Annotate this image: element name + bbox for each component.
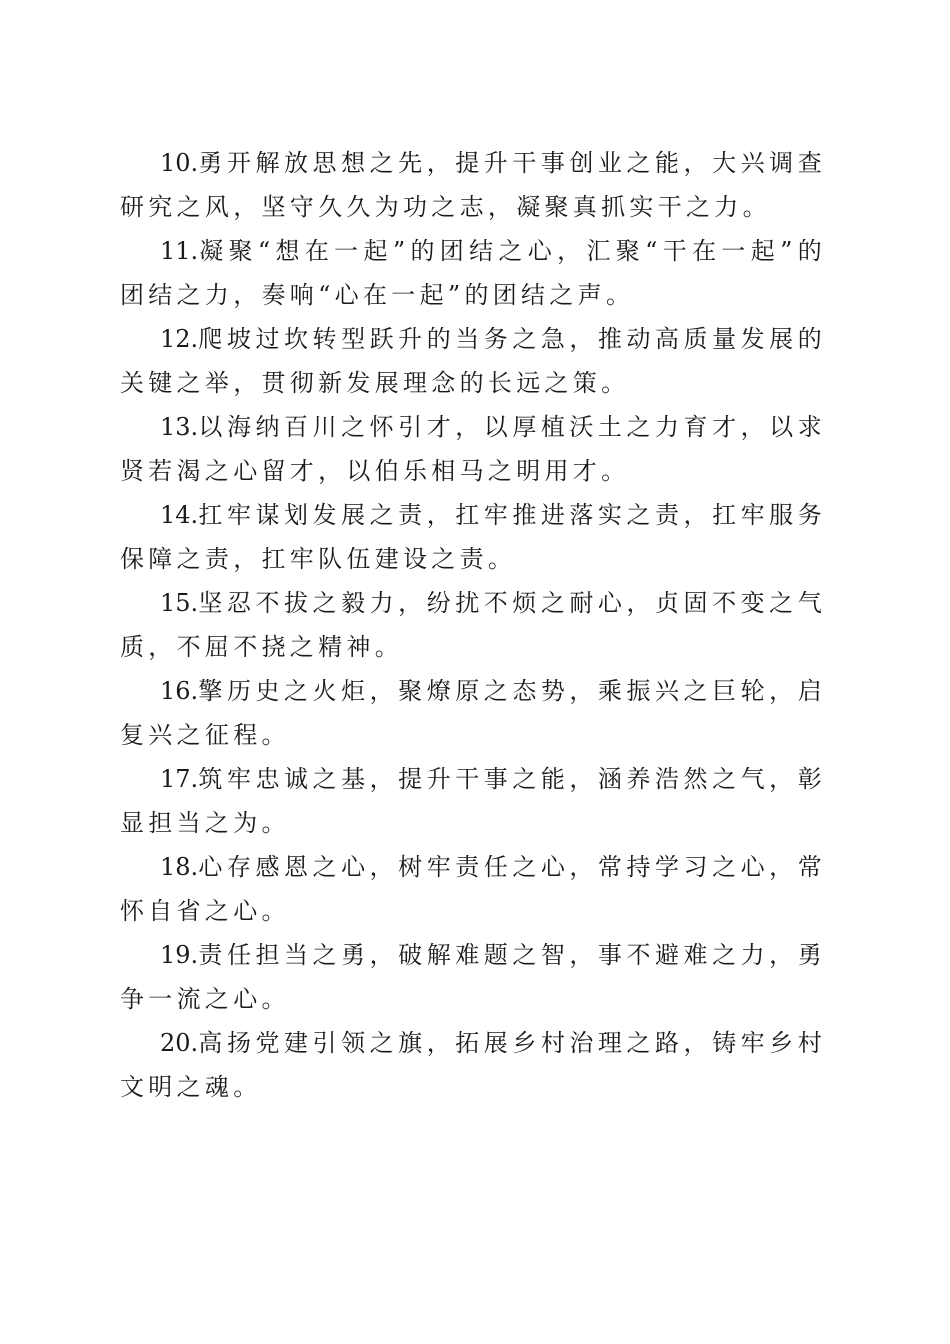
item-text: 坚忍不拔之毅力，纷扰不烦之耐心，贞固不变之气质，不屈不挠之精神。 xyxy=(120,589,826,661)
list-item xyxy=(120,141,826,229)
item-number: 14. xyxy=(160,501,199,529)
item-text: 筑牢忠诚之基，提升干事之能，涵养浩然之气，彰显担当之为。 xyxy=(120,765,826,837)
list-item xyxy=(120,757,826,845)
item-number: 12. xyxy=(160,325,199,353)
item-text: 凝聚“想在一起”的团结之心，汇聚“干在一起”的团结之力，奏响“心在一起”的团结之声。 xyxy=(120,237,826,309)
item-text: 责任担当之勇，破解难题之智，事不避难之力，勇争一流之心。 xyxy=(120,941,826,1013)
item-number: 20. xyxy=(160,1029,199,1057)
item-number: 13. xyxy=(160,413,199,441)
item-number: 11. xyxy=(160,237,199,265)
item-text: 扛牢谋划发展之责，扛牢推进落实之责，扛牢服务保障之责，扛牢队伍建设之责。 xyxy=(120,501,826,573)
item-text: 以海纳百川之怀引才，以厚植沃土之力育才，以求贤若渴之心留才，以伯乐相马之明用才。 xyxy=(120,413,826,485)
item-number: 16. xyxy=(160,677,199,705)
list-item xyxy=(120,317,826,405)
item-text: 心存感恩之心，树牢责任之心，常持学习之心，常怀自省之心。 xyxy=(120,853,826,925)
list-item xyxy=(120,669,826,757)
item-text: 高扬党建引领之旗，拓展乡村治理之路，铸牢乡村文明之魂。 xyxy=(120,1029,826,1101)
item-text: 爬坡过坎转型跃升的当务之急，推动高质量发展的关键之举，贯彻新发展理念的长远之策。 xyxy=(120,325,826,397)
list-item xyxy=(120,933,826,1021)
item-number: 17. xyxy=(160,765,199,793)
list-item xyxy=(120,845,826,933)
item-text: 擎历史之火炬，聚燎原之态势，乘振兴之巨轮，启复兴之征程。 xyxy=(120,677,826,749)
item-number: 18. xyxy=(160,853,199,881)
list-item xyxy=(120,1021,826,1109)
item-text: 勇开解放思想之先，提升干事创业之能，大兴调查研究之风，坚守久久为功之志，凝聚真抓实干之力。 xyxy=(120,149,826,221)
list-item xyxy=(120,229,826,317)
list-item xyxy=(120,581,826,669)
item-number: 10. xyxy=(160,149,199,177)
item-number: 19. xyxy=(160,941,199,969)
list-item xyxy=(120,405,826,493)
list-item xyxy=(120,493,826,581)
item-number: 15. xyxy=(160,589,199,617)
document-body xyxy=(120,141,826,1109)
